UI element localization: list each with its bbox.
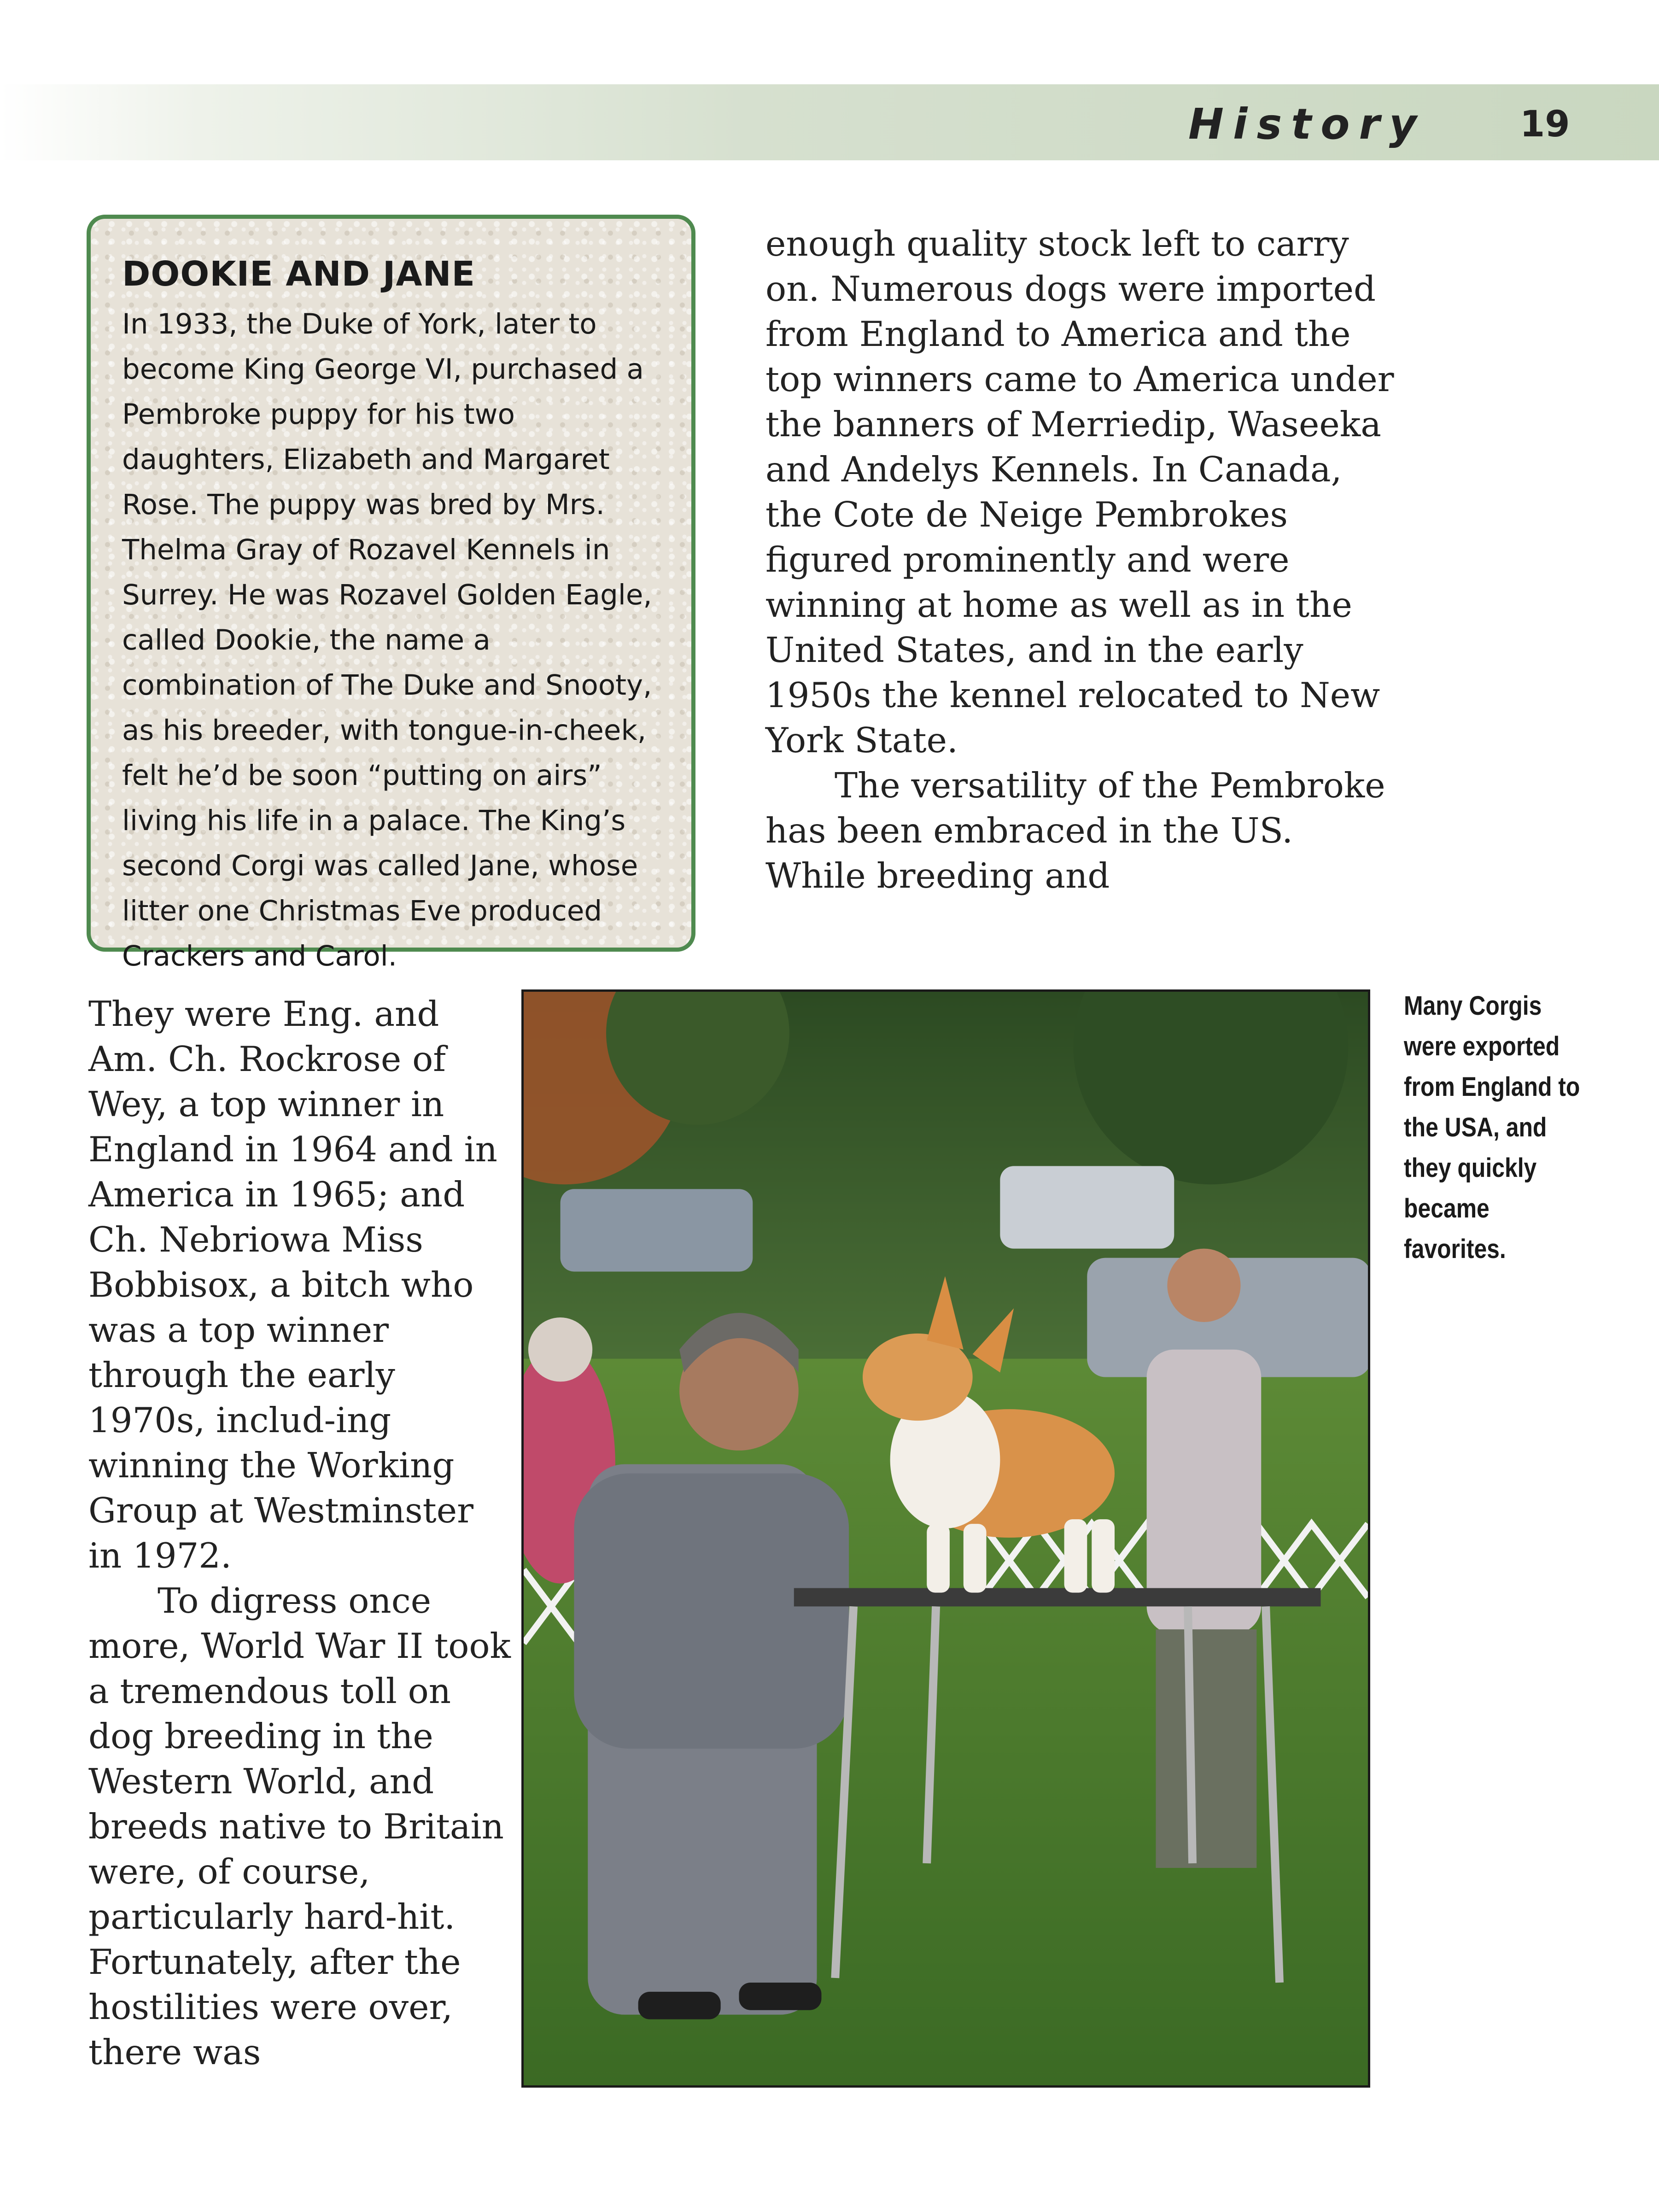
left-paragraph-1: They were Eng. and Am. Ch. Rockrose of Wey, a top winner in England in 1964 and in America in 1965; and Ch. Nebriowa Miss Bobbisox, a bitch who was a top winner through the early 1970s, includ-ing winning the Working Group at Westminster in 1972. <box>88 994 497 1576</box>
sidebar-title: DOOKIE AND JANE <box>122 254 476 294</box>
page-number: 19 <box>1520 104 1570 145</box>
dog-show-photo-illustration <box>524 992 1368 2085</box>
right-paragraph-1: enough quality stock left to carry on. Numerous dogs were imported from England to America and the top winners came to America under the banners of Merriedip, Waseeka and Andelys Kennels. In Canada, the Cote de Neige Pembrokes figured prominently and were winning at home as well as in the United States, and in the early 1950s the kennel relocated to New York State. <box>765 223 1394 761</box>
right-paragraph-2: The versatility of the Pembroke has been embraced in the US. While breeding and <box>765 765 1385 896</box>
running-section-title: History <box>1188 99 1426 149</box>
sidebar-box <box>87 215 695 972</box>
sidebar-body: In 1933, the Duke of York, later to become King George VI, purchased a Pembroke puppy for his two daughters, Elizabeth and Margaret Rose. The puppy was bred by Mrs. Thelma Gray of Rozavel Kennels in Surrey. He was Rozavel Golden Eagle, called Dookie, the name a combination of The Duke and Snooty, as his breeder, with tongue-in-cheek, felt he’d be soon “putting on airs” living his life in a palace. The King’s second Corgi was called Jane, whose litter one Christmas Eve produced Crackers and Carol. <box>122 308 652 972</box>
photo-caption: Many Corgis were exported from England to the USA, and they quickly became favorites. <box>1404 991 1580 1264</box>
dog-show-photo <box>521 989 1370 2088</box>
left-paragraph-2: To digress once more, World War II took a tremendous toll on dog breeding in the Western World, and breeds native to Britain were, of course, particularly hard-hit. Fortunately, after the hostilities were over, there was <box>88 1580 511 2072</box>
right-column-text <box>765 221 1401 898</box>
left-column-text <box>88 991 517 2075</box>
